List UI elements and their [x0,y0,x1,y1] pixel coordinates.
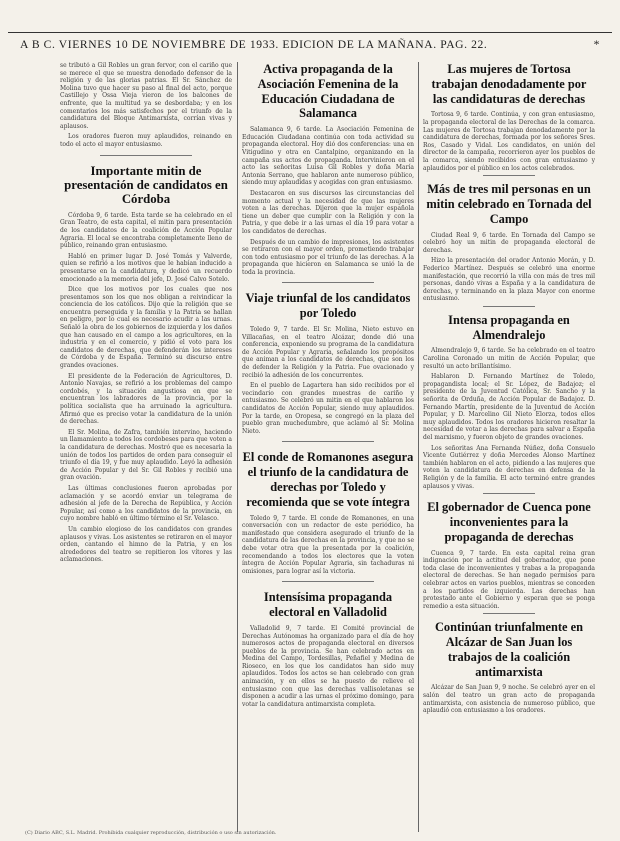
headline-tortosa: Las mujeres de Tortosa trabajan denodadamente por las candidaturas de derechas [431,62,587,106]
column-3 [423,62,595,832]
column-divider-1 [237,62,238,832]
paragraph: Destacaron en sus discursos las circunstancias del momento actual y la necesidad de que las mujeres voten a las derechas. Dijeron que la mujer española tiene un deber que cumplir con la Religión y con la Patria, y que debe ir a las urnas el día 19 para votar a los candidatos de derechas. [242,189,414,235]
paragraph: Habló en primer lugar D. José Tomás y Valverde, quien se refirió a los motivos que le habían inducido a presentarse en la candidatura, y dedicó un recuerdo emocionado a la memoria del jefe, D. José Calvo Sotelo. [60,252,232,283]
paragraph: En el pueblo de Lagartera han sido recibidos por el vecindario con grandes muestras de cariño y entusiasmo. Se celebró un mitin en el que hablaron los candidatos de Acción Popular, siendo muy aplaudidos. Por la tarde, en Oropesa, se congregó en la plaza del pueblo gran muchedumbre, que aclamó al Sr. Molina Nieto. [242,382,414,435]
article-separator [282,581,374,582]
headline-tornada: Más de tres mil personas en un mitin celebrado en Tornada del Campo [426,182,592,226]
header-mark: * [593,38,600,51]
paragraph: Los señoritas Ana Fernanda Núñez, doña Consuelo Vicente Gutiérrez y doña Mercedes Alonso Martínez también hablaron en el acto, pidiendo a las mujeres que voten la candidatura de derechas en defensa de la Religión y de la familia. El acto terminó entre grandes aplausos y vivas. [423,444,595,490]
headline-salamanca: Activa propaganda de la Asociación Femenina de la Educación Ciudadana de Salamanca [257,62,399,121]
article-separator [483,493,535,494]
article-separator [282,441,374,442]
column-1 [60,62,232,832]
paragraph: Tortosa 9, 6 tarde. Continúa, y con gran entusiasmo, la propaganda electoral de las Derechas de la comarca. Las mujeres de Tortosa trabajan denodadamente por la candidatura de derechas, formada por los señores Sres. Ros, Casado y Vidal. Los candidatos, en unión del director de la campaña, recorrieron ayer los pueblos de la comarca, siendo recibidos con gran entusiasmo y aplaudidos por el público en los actos celebrados. [423,111,595,172]
paragraph: El Sr. Molina, de Zafra, también intervino, haciendo un llamamiento a todos los cordobeses para que voten a la candidatura de derechas. Mostró que es necesaria la unión de todos los partidos de orden para conseguir el triunfo el día 19, y fue muy aplaudido. Leyó la adhesión de Acción Popular y del Sr. Gil Robles y recibió una gran ovación. [60,428,232,482]
headline-alcazar: Continúan triunfalmente en Alcázar de San Juan los trabajos de la coalición antimarxista [434,620,583,679]
paragraph: Los oradores fueron muy aplaudidos, reinando en todo el acto el mayor entusiasmo. [60,133,232,148]
paragraph: Toledo 9, 7 tarde. El Sr. Molina, Nieto estuvo en Villacañas, en el teatro Alcázar, donde dió una conferencia, exponiendo su programa de la candidatura de Acción Popular y Agraria, señalando los propósitos que animan a los candidatos de derechas, que son los de defender la Religión y la Patria. Fue ovacionado y recibió la adhesión de los concurrentes. [242,326,414,379]
headline-valladolid: Intensísima propaganda electoral en Valladolid [263,590,393,620]
column-2 [242,62,414,832]
column-divider-2 [418,62,419,832]
article-separator [282,282,374,283]
paragraph: Córdoba 9, 6 tarde. Esta tarde se ha celebrado en el Gran Teatro, de esta capital, el mitin para presentación de los candidatos de la coalición de Acción Popular Agraria. El local se encontraba completamente lleno de público, reinando gran entusiasmo. [60,211,232,250]
paragraph: El presidente de la Federación de Agricultores, D. Antonio Navajas, se refirió a los problemas del campo cordobés, y la situación angustiosa en que se encuentran los labradores de la provincia, por la política socialista que ha arruinado la agricultura. Afirmó que es preciso votar la candidatura de la unión de derechas. [60,372,232,426]
paragraph: Ciudad Real 9, 6 tarde. En Tornada del Campo se celebró hoy un mitin de propaganda electoral de derechas. [423,231,595,254]
headline-romanones: El conde de Romanones asegura el triunfo de la candidatura de derechas por Toledo y recomienda que se vote íntegra [242,450,414,509]
headline-cordoba: Importante mitin de presentación de candidatos en Córdoba [64,163,228,207]
article-separator [483,306,535,307]
paragraph: Alcázar de San Juan 9, 9 noche. Se celebró ayer en el salón del teatro un gran acto de propaganda antimarxista, con asistencia de numeroso público, que aplaudió con entusiasmo a los oradores. [423,684,595,715]
headline-almendralejo: Intensa propaganda en Almendralejo [448,312,570,342]
headline-cuenca: El gobernador de Cuenca pone inconvenientes para la propaganda de derechas [427,500,591,544]
article-separator [100,155,192,156]
article-separator [483,613,535,614]
paragraph: Valladolid 9, 7 tarde. El Comité provincial de Derechas Autónomas ha organizado para el día de hoy numerosos actos de propaganda electoral en diversos pueblos de la provincia. Se han celebrado actos en Medina del Campo, Tordesillas, Peñafiel y Medina de Rioseco, en los que los candidatos han sido muy aplaudidos. Todos los actos se han celebrado con gran animación, y en ellos se ha puesto de relieve el entusiasmo con que las derechas vallisoletanas se disponen a acudir a las urnas el próximo domingo, para votar la candidatura antimarxista completa. [242,624,414,708]
paragraph: Almendralejo 9, 6 tarde. Se ha celebrado en el teatro Carolina Coronado un mitin de Acción Popular, que resultó un acto brillantísimo. [423,347,595,370]
paragraph: Dice que los motivos por los cuales que nos presentamos son los que nos obligan a reivindicar la conciencia de los católicos. Dijo que la religión que se encuentra perseguida y la familia y la Patria se hallan en peligro, por lo cual es necesario acudir a las urnas. Señaló la obra de los gobiernos de izquierda y los daños que han causado en el campo a los agricultores, en la industria y en el comercio, y pidió el voto para los candidatos de derechas, que defenderán los intereses de Córdoba y de España. Terminó su discurso entre grandes ovaciones. [60,286,232,370]
paragraph: Un cambio elogioso de los candidatos con grandes aplausos y vivas. Los asistentes se retiraron en el mayor orden, cantando el himno de la Patria, y en los alrededores del teatro se repitieron los vítores y las aclamaciones. [60,525,232,564]
paragraph: Cuenca 9, 7 tarde. En esta capital reina gran indignación por la actitud del gobernador, que pone toda clase de inconvenientes y trabas a la propaganda electoral de derechas. Se han negado permisos para celebrar actos en varios pueblos, mientras se conceden a los partidos de izquierda. Las derechas han protestado ante el Gobierno y esperan que se ponga remedio a esta situación. [423,549,595,610]
article-separator [483,175,535,176]
paragraph: Toledo 9, 7 tarde. El conde de Romanones, en una conversación con un redactor de este periódico, ha manifestado que considera asegurado el triunfo de la candidatura de las derechas en la provincia, y que no se debe votar otra que la presentada por la coalición, recomendando a todos los electores que la voten íntegra de Acción Popular Agraria, sin tachaduras ni omisiones, para lograr así la victoria. [242,514,414,575]
paragraph: Después de un cambio de impresiones, los asistentes se retiraron con el mayor orden, prometiendo trabajar con todo entusiasmo por el triunfo de las derechas. A la propaganda que hicieron en Salamanca se unió la de toda la provincia. [242,238,414,276]
paragraph: Salamanca 9, 6 tarde. La Asociación Femenina de Educación Ciudadana continúa con toda actividad su propaganda electoral. Hoy dió dos conferencias: una en Vitigudino y otra en Cantalpino, organizando en la campaña sus actos de propaganda. Intervinieron en el acto las señoritas Luisa Gil Robles y doña María Antonia Serrano, que hablaron ante numeroso público, siendo muy aplaudidas y acogidas con gran entusiasmo. [242,126,414,187]
paragraph: Las últimas conclusiones fueron aprobadas por aclamación y se acordó enviar un telegrama de adhesión al jefe de la Derecha de República, y Acción Popular, así como a los candidatos de la provincia, en cuyo nombre habló en último término el Sr. Velasco. [60,484,232,523]
headline-toledo: Viaje triunfal de los candidatos por Toledo [245,291,411,321]
paragraph: Hablaron D. Fernando Martínez de Toledo, propagandista local; el Sr. López, de Badajoz; el presidente de la Juventud Católica, Sr. Sancho y la señorita de Orduña, de Acción Popular de Badajoz. D. Fernando Martín, presidente de la Juventud de Acción Popular, y D. Marcelino Gil Nieto Elorza, todos ellos muy aplaudidos. Todos los oradores hicieron resaltar la necesidad de votar a las derechas para salvar a España del marxismo, y fueron objeto de grandes ovaciones. [423,373,595,441]
paragraph: Hizo la presentación del orador Antonio Morán, y D. Federico Martínez. Después se celebró una enorme manifestación, que recorrió la villa con más de tres mil personas, dando vivas a España y a la candidatura de derechas, y terminando en la plaza Mayor con enorme entusiasmo. [423,257,595,303]
paragraph: se tributó a Gil Robles un gran fervor, con el cariño que se merece el que se muestra denodado defensor de la religión y de las glorias patrias. El Sr. Sánchez de Molina tuvo que hacer su paso al final del acto, porque Castillejo y Ossa Vieja vieron de los balcones de enfrente, que la multitud ya se desbordaba; y en los comentarios los más satisfechos por el triunfo de la candidatura del Bloque Antimarxista, corrían vivas y aplausos. [60,62,232,130]
header-rule [8,32,612,33]
page-footer: (C) Diario ABC, S.L. Madrid. Prohibida cualquier reproducción, distribución o uso sin autorización. [25,830,277,836]
page-header [20,38,600,56]
masthead-text: A B C. VIERNES 10 DE NOVIEMBRE DE 1933. EDICION DE LA MAÑANA. PAG. 22. [20,38,488,51]
